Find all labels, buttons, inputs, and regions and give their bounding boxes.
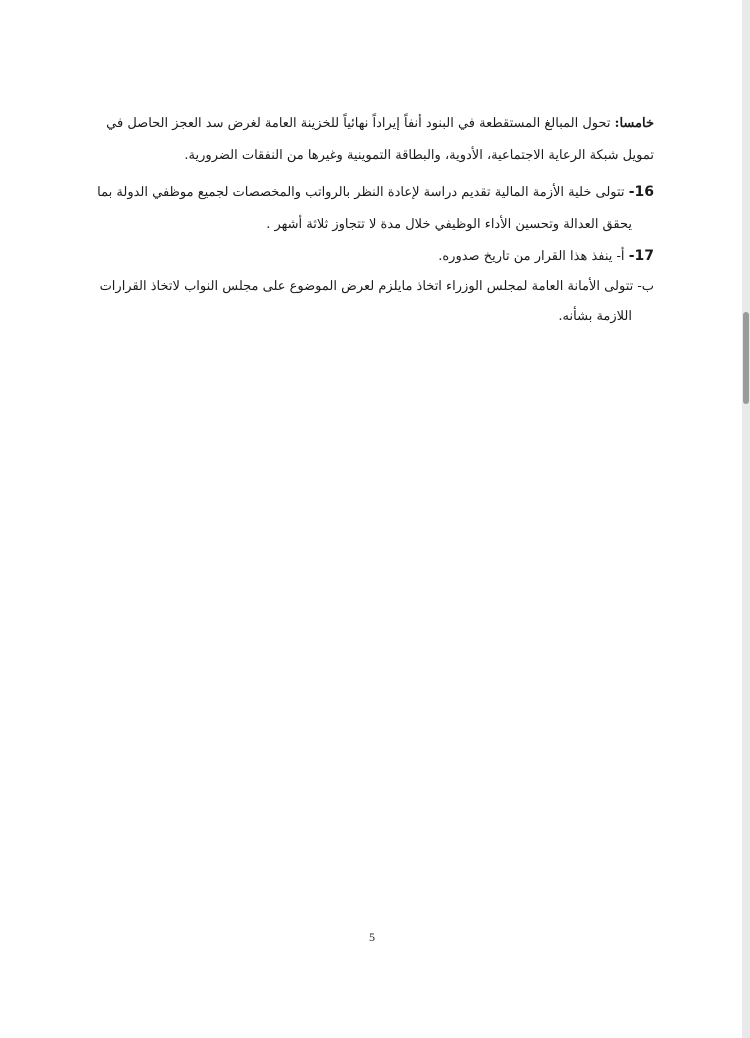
page-number: 5: [369, 930, 375, 944]
paragraph-item-16: [86, 176, 654, 241]
item-number: 16-: [628, 184, 654, 200]
paragraph-text: أ- ينفذ هذا القرار من تاريخ صدوره.: [438, 249, 625, 264]
paragraph-text: تتولى خلية الأزمة المالية تقديم دراسة لإعادة النظر بالرواتب والمخصصات لجميع موظفي الدولة بما: [97, 185, 625, 200]
paragraph-text: تحول المبالغ المستقطعة في البنود أنفاً إيراداً نهائياً للخزينة العامة لغرض سد العجز الحاصل في: [106, 116, 611, 131]
paragraph-line: اللازمة بشأنه.: [558, 309, 632, 324]
item-number: 17-: [628, 248, 654, 264]
document-body: [86, 108, 654, 332]
paragraph-line: [86, 176, 654, 209]
paragraph-fifth: [86, 108, 654, 172]
paragraph-line: تمويل شبكة الرعاية الاجتماعية، الأدوية، والبطاقة التموينية وغيرها من النفقات الضرورية.: [184, 148, 654, 163]
vertical-scrollbar[interactable]: [742, 0, 750, 1038]
paragraph-label: خامسا:: [614, 116, 654, 131]
paragraph-line: [86, 241, 654, 272]
scrollbar-thumb[interactable]: [743, 312, 749, 404]
paragraph-item-17: [86, 241, 654, 272]
paragraph-line: ب- تتولى الأمانة العامة لمجلس الوزراء اتخاذ مايلزم لعرض الموضوع على مجلس النواب لاتخاذ القرارات: [99, 279, 654, 294]
paragraph-line: [86, 108, 654, 140]
paragraph-line: يحقق العدالة وتحسين الأداء الوظيفي خلال مدة لا تتجاوز ثلاثة أشهر .: [266, 217, 632, 232]
paragraph-item-17-b: [86, 272, 654, 332]
